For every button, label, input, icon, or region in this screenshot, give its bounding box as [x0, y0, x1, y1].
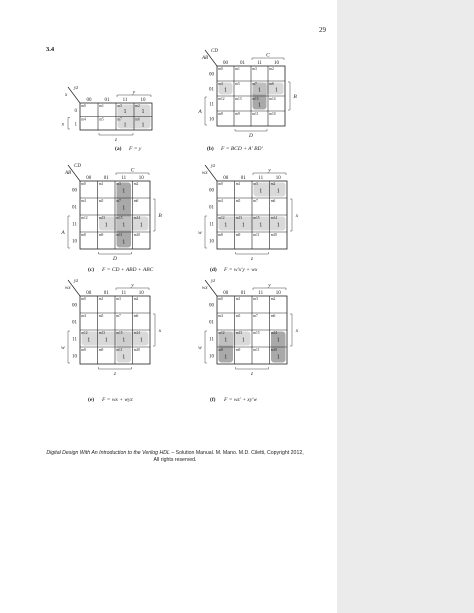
column-code: 10 — [138, 291, 144, 296]
row-code: 01 — [209, 320, 214, 326]
minterm-label: m0 — [81, 104, 86, 109]
left-brace-label: A — [61, 230, 65, 236]
minterm-label: m15 — [116, 331, 123, 336]
cell-value: 1 — [259, 188, 263, 195]
cell-value: 1 — [275, 87, 278, 94]
minterm-label: m11 — [116, 348, 123, 353]
minterm-label: m5 — [235, 82, 240, 87]
minterm-label: m7 — [117, 117, 122, 122]
column-code: 11 — [258, 291, 264, 296]
row-code: 10 — [209, 354, 214, 360]
minterm-label: m14 — [133, 216, 141, 221]
kmap-a — [61, 86, 152, 152]
kmap-b — [197, 49, 297, 152]
cell-value: 1 — [139, 222, 143, 229]
minterm-label: m2 — [135, 104, 140, 109]
right-brace-label: x — [295, 213, 299, 219]
kmap-e — [61, 279, 162, 403]
minterm-label: m3 — [116, 297, 121, 302]
corner-left-vars: AB — [202, 56, 209, 61]
minterm-label: m0 — [218, 182, 223, 187]
cell-value: 1 — [224, 87, 227, 94]
row-code: 01 — [209, 205, 214, 211]
cell-value: 1 — [122, 188, 126, 195]
minterm-label: m7 — [253, 314, 258, 319]
caption-label: (b) — [207, 146, 214, 152]
caption-label: (a) — [115, 146, 122, 152]
caption-expression: F = y — [129, 146, 142, 152]
cell-value: 1 — [139, 337, 143, 344]
minterm-label: m2 — [269, 67, 274, 72]
kmap-d — [198, 164, 299, 273]
minterm-label: m7 — [253, 199, 258, 204]
footer-publisher: – Solution Manual. M. Mano. M.D. Ciletti, Copyright 2012, — [169, 450, 304, 456]
minterm-label: m3 — [116, 182, 121, 187]
corner-top-vars: yz — [211, 164, 216, 169]
cell-value: 1 — [104, 222, 108, 229]
caption-expression: F = wz′ + xy′w — [224, 397, 258, 403]
cell-value: 1 — [258, 87, 261, 94]
cell-value: 1 — [224, 222, 228, 229]
right-brace-label: B — [158, 213, 162, 219]
minterm-label: m14 — [270, 216, 278, 221]
bottom-brace-label: z — [114, 137, 118, 143]
minterm-label: m7 — [252, 82, 257, 87]
corner-top-vars: CD — [211, 49, 218, 54]
corner-left-vars: AB — [65, 171, 72, 176]
minterm-label: m14 — [133, 331, 141, 336]
minterm-label: m2 — [270, 182, 276, 187]
minterm-label: m12 — [81, 216, 88, 221]
top-brace-label: y — [268, 282, 271, 289]
bottom-brace-label: D — [249, 133, 253, 139]
minterm-label: m0 — [81, 297, 86, 302]
column-code: 00 — [223, 176, 229, 181]
cell-value: 1 — [241, 222, 245, 229]
minterm-label: m12 — [218, 97, 225, 102]
minterm-label: m10 — [133, 233, 141, 238]
top-brace-label: C — [130, 167, 135, 174]
minterm-label: m9 — [235, 233, 241, 238]
column-code: 01 — [240, 61, 245, 66]
caption-expression: F = BCD + A′ BD′ — [221, 146, 263, 152]
cell-value: 1 — [123, 108, 127, 115]
page-number: 29 — [319, 26, 326, 34]
column-code: 01 — [240, 176, 246, 181]
minterm-label: m7 — [116, 314, 121, 319]
top-brace-label: y — [268, 167, 271, 174]
row-code: 0 — [74, 108, 77, 114]
minterm-label: m12 — [81, 331, 88, 336]
cell-value: 1 — [141, 122, 145, 129]
cell-value: 1 — [122, 337, 126, 344]
kmap-c — [60, 164, 162, 273]
section-label: 3.4 — [46, 46, 55, 53]
left-brace-label: x — [61, 121, 65, 128]
minterm-label: m1 — [98, 182, 104, 187]
column-code: 11 — [121, 176, 127, 181]
column-code: 01 — [240, 291, 246, 296]
minterm-label: m4 — [218, 82, 223, 87]
row-code: 11 — [209, 102, 214, 108]
cell-value: 1 — [87, 337, 91, 344]
copyright-footer — [30, 450, 320, 463]
column-code: 01 — [104, 98, 110, 103]
minterm-label: m9 — [235, 348, 241, 353]
minterm-label: m1 — [235, 67, 240, 72]
column-code: 01 — [103, 291, 109, 296]
bottom-brace — [99, 133, 133, 135]
left-brace-label: A — [198, 109, 202, 115]
top-brace-label: y — [131, 282, 134, 289]
minterm-label: m5 — [98, 199, 104, 204]
bottom-brace-label: z — [113, 371, 117, 377]
bottom-brace — [236, 252, 269, 254]
cell-value: 1 — [123, 122, 127, 129]
cell-value: 1 — [276, 188, 280, 195]
footer-title: Digital Design With An Introduction to the Verilog HDL — [46, 450, 170, 456]
minterm-label: m4 — [81, 117, 86, 122]
bottom-brace — [235, 129, 267, 131]
cell-value: 1 — [276, 337, 280, 344]
minterm-label: m3 — [253, 182, 258, 187]
minterm-label: m13 — [98, 331, 106, 336]
minterm-label: m4 — [81, 314, 86, 319]
minterm-label: m10 — [133, 348, 141, 353]
cell-value: 1 — [224, 354, 228, 361]
minterm-label: m4 — [81, 199, 86, 204]
caption-expression: F = w′x′y + wx — [224, 267, 258, 273]
row-code: 11 — [209, 222, 214, 228]
right-brace — [290, 199, 292, 231]
left-brace — [68, 118, 70, 130]
row-code: 10 — [209, 117, 214, 123]
column-code: 10 — [140, 98, 146, 103]
minterm-label: m10 — [270, 348, 278, 353]
column-code: 10 — [275, 176, 281, 181]
minterm-label: m14 — [270, 331, 278, 336]
minterm-label: m7 — [116, 199, 121, 204]
minterm-label: m5 — [98, 314, 104, 319]
viewer-sidebar — [337, 0, 474, 613]
minterm-label: m2 — [133, 297, 139, 302]
minterm-label: m6 — [135, 117, 140, 122]
left-brace — [205, 97, 207, 125]
minterm-label: m6 — [270, 314, 276, 319]
column-code: 11 — [121, 291, 127, 296]
minterm-label: m3 — [253, 297, 258, 302]
minterm-label: m1 — [98, 297, 104, 302]
bottom-brace-label: z — [250, 371, 254, 377]
right-brace — [288, 82, 290, 110]
minterm-label: m6 — [270, 199, 276, 204]
row-code: 1 — [74, 122, 77, 128]
top-brace-label: y — [132, 89, 136, 96]
column-code: 10 — [138, 176, 144, 181]
minterm-label: m15 — [252, 97, 259, 102]
column-code: 00 — [86, 98, 92, 103]
corner-left-vars: wx — [202, 286, 208, 291]
minterm-label: m13 — [235, 97, 242, 102]
minterm-label: m0 — [81, 182, 86, 187]
left-brace-label: w — [198, 345, 202, 351]
corner-top-vars: yz — [74, 279, 79, 284]
row-code: 01 — [209, 87, 214, 93]
minterm-label: m13 — [98, 216, 106, 221]
minterm-label: m15 — [116, 216, 123, 221]
minterm-label: m5 — [99, 117, 104, 122]
minterm-label: m0 — [218, 297, 223, 302]
row-code: 00 — [209, 303, 214, 309]
footer-rights: All rights reserved. — [153, 456, 197, 463]
left-brace — [205, 216, 207, 248]
minterm-label: m14 — [269, 97, 276, 102]
minterm-label: m8 — [81, 348, 86, 353]
minterm-label: m11 — [253, 233, 260, 238]
minterm-label: m6 — [133, 314, 139, 319]
minterm-label: m12 — [218, 216, 225, 221]
corner-top-vars: CD — [74, 164, 81, 169]
column-code: 01 — [103, 176, 109, 181]
row-code: 00 — [209, 72, 214, 78]
cell-value: 1 — [258, 102, 261, 109]
row-code: 11 — [209, 337, 214, 343]
minterm-label: m2 — [133, 182, 139, 187]
row-code: 11 — [72, 222, 77, 228]
row-code: 10 — [209, 239, 214, 245]
corner-top-vars: yz — [211, 279, 216, 284]
minterm-label: m1 — [235, 182, 241, 187]
cell-value: 1 — [276, 354, 280, 361]
minterm-label: m6 — [269, 82, 274, 87]
column-code: 10 — [275, 291, 281, 296]
minterm-label: m12 — [218, 331, 225, 336]
row-code: 10 — [72, 239, 77, 245]
right-brace-label: B — [293, 94, 297, 100]
minterm-label: m5 — [235, 314, 241, 319]
column-code: 00 — [223, 291, 229, 296]
corner-left-vars: wx — [202, 171, 208, 176]
corner-left-vars: wx — [65, 286, 71, 291]
minterm-label: m15 — [253, 331, 260, 336]
caption-label: (e) — [88, 397, 95, 403]
minterm-label: m1 — [99, 104, 104, 109]
column-code: 00 — [86, 291, 92, 296]
right-brace — [290, 314, 292, 346]
top-brace-label: C — [266, 52, 270, 59]
column-code: 00 — [223, 61, 228, 66]
minterm-label: m5 — [235, 199, 241, 204]
right-brace-label: x — [295, 328, 299, 334]
column-code: 10 — [274, 61, 279, 66]
cell-value: 1 — [259, 222, 263, 229]
kmap-f — [198, 279, 299, 403]
bottom-brace-label: z — [250, 256, 254, 262]
minterm-label: m4 — [218, 199, 223, 204]
column-code: 00 — [86, 176, 92, 181]
minterm-label: m13 — [235, 216, 243, 221]
corner-left-vars: x — [65, 93, 68, 98]
minterm-label: m3 — [252, 67, 257, 72]
bottom-brace-label: D — [113, 256, 117, 262]
bottom-brace — [99, 252, 132, 254]
right-brace — [153, 314, 155, 346]
cell-value: 1 — [276, 222, 280, 229]
minterm-label: m8 — [218, 348, 223, 353]
row-code: 00 — [72, 303, 77, 309]
caption-expression: F = wx + wyz — [102, 397, 133, 403]
minterm-label: m9 — [98, 233, 104, 238]
cell-value: 1 — [104, 337, 108, 344]
minterm-label: m10 — [270, 233, 278, 238]
bottom-brace — [236, 367, 269, 369]
row-code: 00 — [209, 188, 214, 194]
left-brace — [68, 216, 70, 248]
row-code: 11 — [72, 337, 77, 343]
cell-value: 1 — [122, 222, 126, 229]
column-code: 11 — [122, 98, 128, 103]
cell-value: 1 — [122, 205, 126, 212]
column-code: 11 — [257, 61, 262, 66]
row-code: 00 — [72, 188, 77, 194]
minterm-label: m3 — [117, 104, 122, 109]
minterm-label: m15 — [253, 216, 260, 221]
minterm-label: m4 — [218, 314, 223, 319]
minterm-label: m6 — [133, 199, 139, 204]
minterm-label: m11 — [253, 348, 260, 353]
cell-value: 1 — [224, 337, 228, 344]
corner-top-vars: yz — [74, 86, 79, 91]
row-code: 10 — [72, 354, 77, 360]
minterm-label: m0 — [218, 67, 223, 72]
minterm-label: m9 — [98, 348, 104, 353]
column-code: 11 — [258, 176, 264, 181]
left-brace-label: w — [61, 345, 65, 351]
minterm-label: m8 — [81, 233, 86, 238]
minterm-label: m11 — [116, 233, 123, 238]
minterm-label: m13 — [235, 331, 243, 336]
row-code: 01 — [72, 320, 77, 326]
row-code: 01 — [72, 205, 77, 211]
minterm-label: m1 — [235, 297, 241, 302]
minterm-label: m8 — [218, 112, 223, 117]
left-brace — [205, 331, 207, 363]
cell-value: 1 — [241, 337, 245, 344]
minterm-label: m8 — [218, 233, 223, 238]
cell-value: 1 — [122, 239, 126, 246]
minterm-label: m11 — [252, 112, 259, 117]
caption-label: (f) — [210, 397, 216, 403]
left-brace-label: w — [198, 230, 202, 236]
minterm-label: m10 — [269, 112, 276, 117]
cell-value: 1 — [141, 108, 145, 115]
right-brace — [153, 199, 155, 231]
right-brace-label: x — [158, 328, 162, 334]
left-brace — [68, 331, 70, 363]
minterm-label: m9 — [235, 112, 240, 117]
minterm-label: m2 — [270, 297, 276, 302]
caption-label: (c) — [88, 267, 95, 273]
caption-label: (d) — [210, 267, 217, 273]
caption-expression: F = CD + ABD + ABC — [102, 267, 154, 273]
bottom-brace — [99, 367, 132, 369]
cell-value: 1 — [122, 354, 126, 361]
